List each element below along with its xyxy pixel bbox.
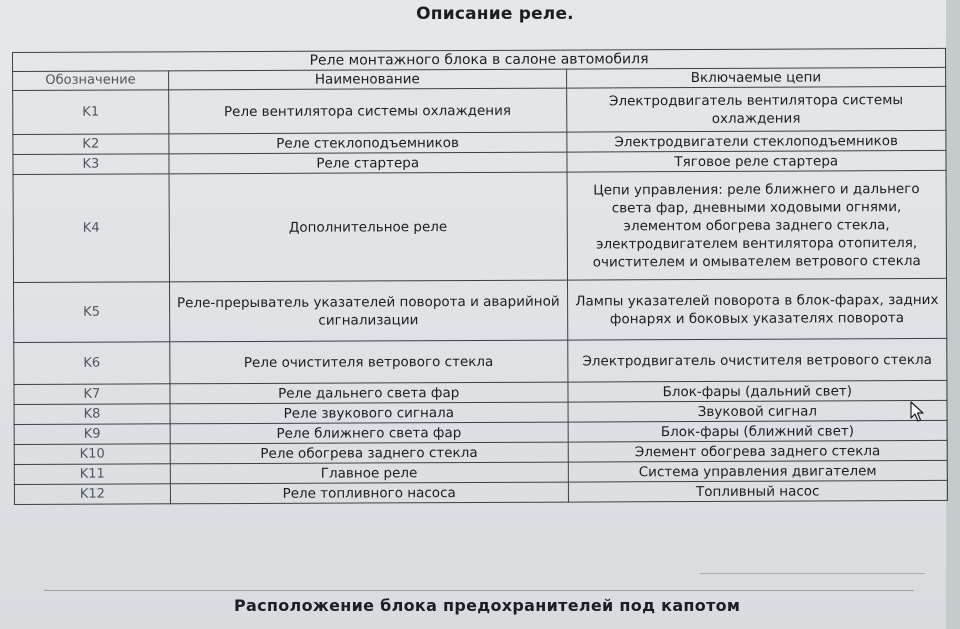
cell-code: K12 [14,484,170,505]
relay-table [12,48,948,505]
mouse-pointer-icon [910,401,926,423]
cell-circuits: Электродвигатели стеклоподъемников [566,130,945,152]
window-edge [946,0,960,629]
cell-circuits: Электродвигатель очистителя ветрового стекла [567,338,947,382]
cell-name: Реле обогрева заднего стекла [170,442,568,464]
cell-name: Реле ближнего света фар [170,422,568,444]
table-row [14,338,947,384]
cell-code: K6 [14,342,170,385]
cell-code: K4 [13,174,169,283]
table-row [14,278,947,342]
cell-code: K10 [14,444,170,465]
cell-circuits: Топливный насос [568,480,947,502]
cell-circuits: Лампы указателей поворота в блок-фарах, задних фонарях и боковых указателях поворота [567,278,947,340]
header-name: Наименование [168,69,566,90]
cell-name: Реле звукового сигнала [170,402,568,424]
cell-name: Реле стеклоподъемников [169,132,567,154]
cell-name: Реле вентилятора системы охлаждения [168,88,566,134]
cell-name: Реле топливного насоса [170,482,568,504]
cell-name: Реле стартера [169,152,567,174]
cell-name: Главное реле [170,462,568,484]
page-title: Описание реле. [416,4,574,24]
cell-code: K3 [13,154,169,175]
cell-circuits: Тяговое реле стартера [567,150,946,172]
cell-circuits: Цепи управления: реле ближнего и дальнего света фар, дневными ходовыми огнями, элементом обогрева заднего стекла, электродвигателем вентилятора отопителя, очистителем и омывателем ветрового стекла [567,170,947,280]
cell-circuits: Звуковой сигнал [568,400,947,422]
next-section-title: Расположение блока предохранителей под капотом [234,596,741,615]
section-divider [44,590,914,591]
cell-circuits: Система управления двигателем [568,460,947,482]
cell-code: K1 [13,90,169,135]
header-code: Обозначение [13,71,169,91]
divider [700,573,925,574]
cell-code: K7 [14,384,170,405]
table-row [13,170,946,282]
cell-code: K11 [14,464,170,485]
cell-code: K9 [14,424,170,445]
header-circuits: Включаемые цепи [566,67,945,88]
table-row [13,86,946,134]
cell-circuits: Элемент обогрева заднего стекла [568,440,947,462]
cell-name: Реле дальнего света фар [170,382,568,404]
cell-name: Реле очистителя ветрового стекла [170,340,568,384]
table-caption: Реле монтажного блока в салоне автомобиля [13,48,946,71]
cell-circuits: Электродвигатель вентилятора системы охлаждения [566,86,946,132]
cell-code: K2 [13,134,169,155]
cell-name: Дополнительное реле [169,172,567,282]
cell-circuits: Блок-фары (ближний свет) [568,420,947,442]
cell-code: K8 [14,404,170,425]
table-row [14,480,947,504]
cell-circuits: Блок-фары (дальний свет) [568,380,947,402]
cell-code: K5 [14,282,170,343]
cell-name: Реле-прерыватель указателей поворота и аварийной сигнализации [169,280,567,342]
